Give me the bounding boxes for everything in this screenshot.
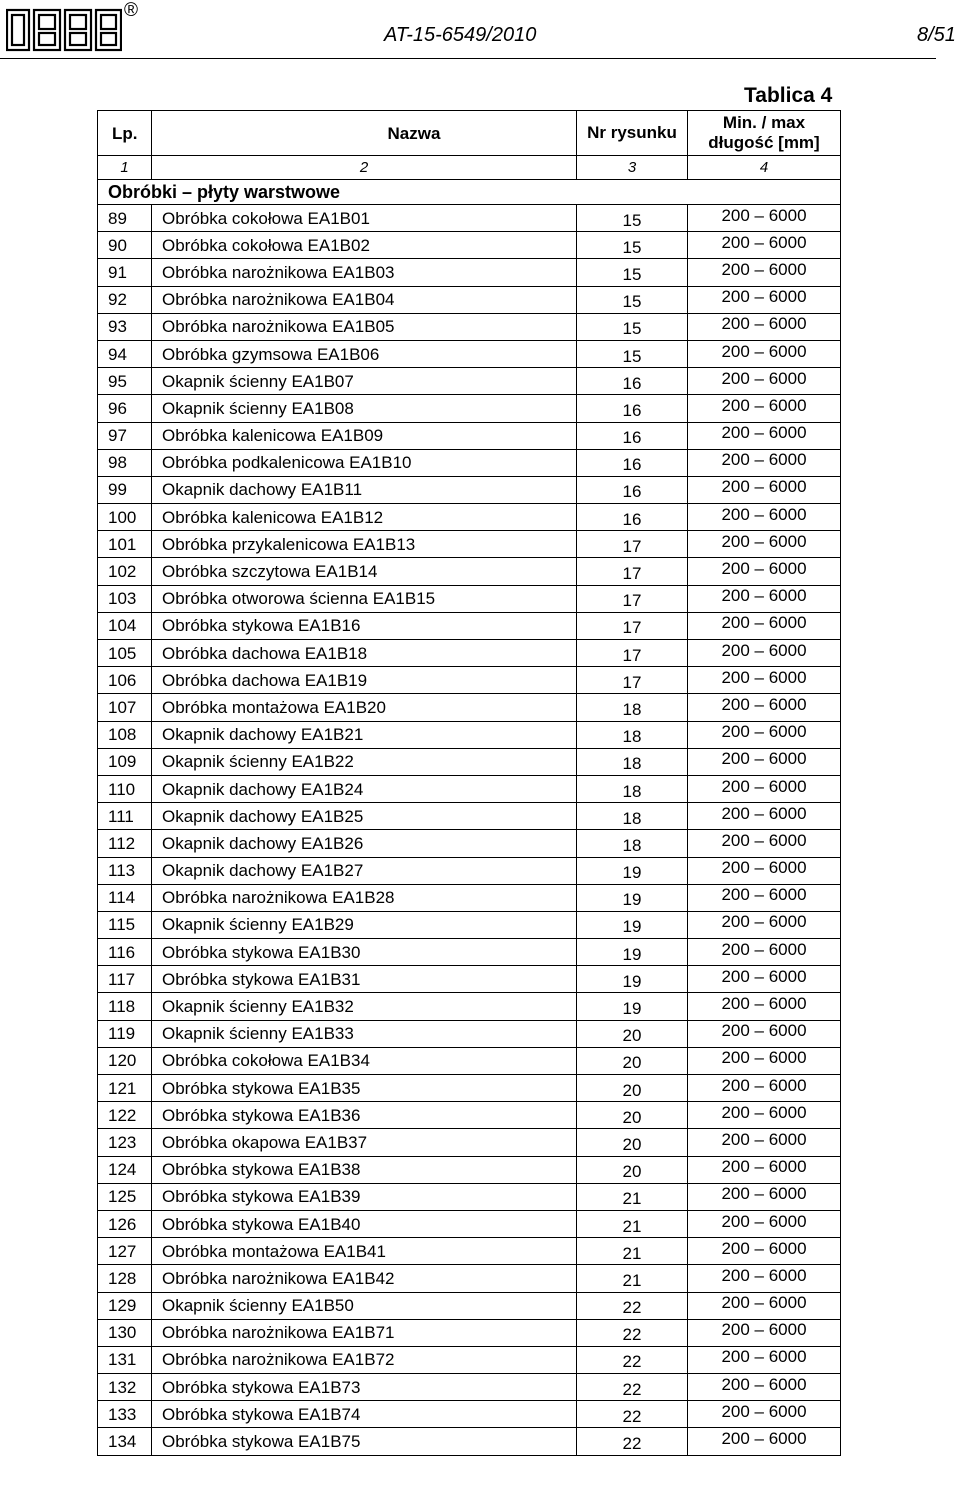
cell-name: Obróbka stykowa EA1B39 xyxy=(152,1183,577,1210)
cell-lp: 123 xyxy=(98,1129,152,1156)
cell-lp: 111 xyxy=(98,803,152,830)
cell-length: 200 – 6000 xyxy=(688,1262,841,1289)
cell-lp: 102 xyxy=(98,558,152,585)
cell-drawing-no: 19 xyxy=(577,941,688,968)
table-row xyxy=(98,911,841,938)
cell-name: Obróbka narożnikowa EA1B42 xyxy=(152,1265,577,1292)
table-row xyxy=(98,1374,841,1401)
cell-drawing-no: 16 xyxy=(577,451,688,478)
cell-length: 200 – 6000 xyxy=(688,990,841,1017)
cell-lp: 92 xyxy=(98,286,152,313)
cell-drawing-no: 17 xyxy=(577,669,688,696)
table-row xyxy=(98,1238,841,1265)
cell-name: Okapnik dachowy EA1B24 xyxy=(152,775,577,802)
cell-drawing-no: 18 xyxy=(577,696,688,723)
cell-drawing-no: 19 xyxy=(577,859,688,886)
cell-lp: 134 xyxy=(98,1428,152,1455)
table-row xyxy=(98,232,841,259)
table-row xyxy=(98,313,841,340)
cell-name: Obróbka stykowa EA1B73 xyxy=(152,1374,577,1401)
cell-lp: 124 xyxy=(98,1156,152,1183)
cell-drawing-no: 16 xyxy=(577,370,688,397)
cell-drawing-no: 18 xyxy=(577,777,688,804)
cell-length: 200 – 6000 xyxy=(688,1207,841,1234)
cell-length: 200 – 6000 xyxy=(688,637,841,664)
cell-length: 200 – 6000 xyxy=(688,528,841,555)
cell-drawing-no: 16 xyxy=(577,424,688,451)
cell-lp: 115 xyxy=(98,911,152,938)
cell-name: Okapnik ścienny EA1B07 xyxy=(152,368,577,395)
table-row xyxy=(98,857,841,884)
cell-name: Okapnik dachowy EA1B21 xyxy=(152,721,577,748)
cell-lp: 112 xyxy=(98,830,152,857)
column-header-drawing-no: Nr rysunku xyxy=(577,111,688,156)
cell-drawing-no: 22 xyxy=(577,1321,688,1348)
cell-length: 200 – 6000 xyxy=(688,365,841,392)
cell-name: Obróbka narożnikowa EA1B03 xyxy=(152,259,577,286)
cell-name: Obróbka kalenicowa EA1B09 xyxy=(152,422,577,449)
cell-name: Obróbka stykowa EA1B38 xyxy=(152,1156,577,1183)
table-row xyxy=(98,585,841,612)
cell-name: Obróbka stykowa EA1B36 xyxy=(152,1102,577,1129)
cell-lp: 114 xyxy=(98,884,152,911)
table-row xyxy=(98,1428,841,1455)
table-row xyxy=(98,667,841,694)
table-row xyxy=(98,640,841,667)
table-row xyxy=(98,1102,841,1129)
cell-lp: 99 xyxy=(98,476,152,503)
table-row xyxy=(98,1129,841,1156)
cell-drawing-no: 22 xyxy=(577,1348,688,1375)
cell-lp: 97 xyxy=(98,422,152,449)
cell-length: 200 – 6000 xyxy=(688,1289,841,1316)
table-row xyxy=(98,259,841,286)
cell-drawing-no: 22 xyxy=(577,1403,688,1430)
cell-drawing-no: 17 xyxy=(577,614,688,641)
document-code: AT-15-6549/2010 xyxy=(384,24,537,46)
cell-name: Okapnik ścienny EA1B50 xyxy=(152,1292,577,1319)
table-row xyxy=(98,449,841,476)
column-index-4: 4 xyxy=(688,156,841,180)
page-header xyxy=(0,0,960,62)
cell-length: 200 – 6000 xyxy=(688,1371,841,1398)
table-row xyxy=(98,694,841,721)
cell-length: 200 – 6000 xyxy=(688,772,841,799)
cell-lp: 108 xyxy=(98,721,152,748)
cell-lp: 122 xyxy=(98,1102,152,1129)
table-row xyxy=(98,1319,841,1346)
cell-name: Obróbka stykowa EA1B35 xyxy=(152,1075,577,1102)
cell-lp: 125 xyxy=(98,1183,152,1210)
cell-lp: 129 xyxy=(98,1292,152,1319)
cell-lp: 120 xyxy=(98,1047,152,1074)
cell-drawing-no: 15 xyxy=(577,288,688,315)
cell-length: 200 – 6000 xyxy=(688,1017,841,1044)
cell-name: Obróbka cokołowa EA1B01 xyxy=(152,205,577,232)
table-row xyxy=(98,1047,841,1074)
cell-lp: 96 xyxy=(98,395,152,422)
cell-drawing-no: 18 xyxy=(577,832,688,859)
cell-lp: 105 xyxy=(98,640,152,667)
table-row xyxy=(98,504,841,531)
cell-length: 200 – 6000 xyxy=(688,1126,841,1153)
cell-length: 200 – 6000 xyxy=(688,229,841,256)
table-row xyxy=(98,558,841,585)
cell-drawing-no: 20 xyxy=(577,1158,688,1185)
cell-lp: 119 xyxy=(98,1020,152,1047)
cell-length: 200 – 6000 xyxy=(688,609,841,636)
cell-name: Obróbka podkalenicowa EA1B10 xyxy=(152,449,577,476)
cell-lp: 93 xyxy=(98,313,152,340)
cell-name: Okapnik ścienny EA1B22 xyxy=(152,748,577,775)
cell-lp: 133 xyxy=(98,1401,152,1428)
cell-drawing-no: 17 xyxy=(577,533,688,560)
cell-name: Okapnik dachowy EA1B26 xyxy=(152,830,577,857)
cell-length: 200 – 6000 xyxy=(688,202,841,229)
cell-lp: 132 xyxy=(98,1374,152,1401)
cell-drawing-no: 21 xyxy=(577,1185,688,1212)
cell-length: 200 – 6000 xyxy=(688,473,841,500)
table-row xyxy=(98,476,841,503)
cell-length: 200 – 6000 xyxy=(688,501,841,528)
table-row xyxy=(98,368,841,395)
table-header-row xyxy=(98,111,841,156)
cell-name: Obróbka narożnikowa EA1B28 xyxy=(152,884,577,911)
cell-drawing-no: 20 xyxy=(577,1022,688,1049)
cell-name: Obróbka cokołowa EA1B34 xyxy=(152,1047,577,1074)
cell-drawing-no: 15 xyxy=(577,234,688,261)
cell-length: 200 – 6000 xyxy=(688,1072,841,1099)
cell-length: 200 – 6000 xyxy=(688,337,841,364)
table-row xyxy=(98,612,841,639)
cell-length: 200 – 6000 xyxy=(688,283,841,310)
cell-name: Okapnik dachowy EA1B11 xyxy=(152,476,577,503)
cell-name: Obróbka stykowa EA1B75 xyxy=(152,1428,577,1455)
header-divider xyxy=(0,58,936,59)
table-row xyxy=(98,966,841,993)
cell-drawing-no: 21 xyxy=(577,1240,688,1267)
cell-drawing-no: 20 xyxy=(577,1131,688,1158)
cell-length: 200 – 6000 xyxy=(688,1425,841,1452)
cell-length: 200 – 6000 xyxy=(688,963,841,990)
cell-name: Obróbka stykowa EA1B31 xyxy=(152,966,577,993)
cell-drawing-no: 16 xyxy=(577,397,688,424)
cell-name: Obróbka otworowa ścienna EA1B15 xyxy=(152,585,577,612)
cell-name: Obróbka kalenicowa EA1B12 xyxy=(152,504,577,531)
table-row xyxy=(98,340,841,367)
cell-name: Obróbka montażowa EA1B41 xyxy=(152,1238,577,1265)
cell-drawing-no: 16 xyxy=(577,506,688,533)
cell-name: Obróbka cokołowa EA1B02 xyxy=(152,232,577,259)
cell-drawing-no: 20 xyxy=(577,1077,688,1104)
cell-lp: 101 xyxy=(98,531,152,558)
column-index-1: 1 xyxy=(98,156,152,180)
cell-name: Obróbka dachowa EA1B19 xyxy=(152,667,577,694)
table-row xyxy=(98,721,841,748)
cell-drawing-no: 22 xyxy=(577,1294,688,1321)
cell-drawing-no: 19 xyxy=(577,913,688,940)
cell-lp: 118 xyxy=(98,993,152,1020)
cell-name: Obróbka montażowa EA1B20 xyxy=(152,694,577,721)
table-row xyxy=(98,1075,841,1102)
cell-drawing-no: 21 xyxy=(577,1212,688,1239)
cell-drawing-no: 16 xyxy=(577,478,688,505)
cell-lp: 113 xyxy=(98,857,152,884)
table-row xyxy=(98,1183,841,1210)
table-row xyxy=(98,803,841,830)
cell-name: Obróbka narożnikowa EA1B05 xyxy=(152,313,577,340)
cell-length: 200 – 6000 xyxy=(688,392,841,419)
cell-lp: 109 xyxy=(98,748,152,775)
table-row xyxy=(98,205,841,232)
cell-drawing-no: 15 xyxy=(577,315,688,342)
cell-length: 200 – 6000 xyxy=(688,881,841,908)
cell-name: Obróbka narożnikowa EA1B72 xyxy=(152,1346,577,1373)
table-row xyxy=(98,1265,841,1292)
column-index-2: 2 xyxy=(152,156,577,180)
cell-lp: 128 xyxy=(98,1265,152,1292)
cell-lp: 94 xyxy=(98,340,152,367)
cell-lp: 89 xyxy=(98,205,152,232)
cell-drawing-no: 17 xyxy=(577,560,688,587)
cell-name: Obróbka narożnikowa EA1B71 xyxy=(152,1319,577,1346)
page-number: 8/51 xyxy=(917,24,956,46)
cell-drawing-no: 20 xyxy=(577,1049,688,1076)
cell-length: 200 – 6000 xyxy=(688,691,841,718)
cell-length: 200 – 6000 xyxy=(688,800,841,827)
flashings-table xyxy=(97,110,841,1456)
table-row xyxy=(98,748,841,775)
cell-length: 200 – 6000 xyxy=(688,310,841,337)
cell-length: 200 – 6000 xyxy=(688,1153,841,1180)
cell-length: 200 – 6000 xyxy=(688,827,841,854)
cell-drawing-no: 21 xyxy=(577,1267,688,1294)
cell-length: 200 – 6000 xyxy=(688,1044,841,1071)
cell-length: 200 – 6000 xyxy=(688,1180,841,1207)
cell-drawing-no: 18 xyxy=(577,750,688,777)
registered-mark: ® xyxy=(124,0,138,21)
column-header-name: Nazwa xyxy=(152,111,577,156)
cell-lp: 91 xyxy=(98,259,152,286)
cell-name: Okapnik ścienny EA1B08 xyxy=(152,395,577,422)
itb-logo-icon xyxy=(6,8,122,52)
cell-length: 200 – 6000 xyxy=(688,1343,841,1370)
cell-lp: 106 xyxy=(98,667,152,694)
table-row xyxy=(98,1346,841,1373)
table-row xyxy=(98,1401,841,1428)
cell-drawing-no: 22 xyxy=(577,1430,688,1457)
cell-drawing-no: 15 xyxy=(577,342,688,369)
cell-name: Obróbka narożnikowa EA1B04 xyxy=(152,286,577,313)
cell-length: 200 – 6000 xyxy=(688,745,841,772)
cell-length: 200 – 6000 xyxy=(688,664,841,691)
cell-length: 200 – 6000 xyxy=(688,1235,841,1262)
cell-lp: 130 xyxy=(98,1319,152,1346)
table-row xyxy=(98,830,841,857)
column-header-length: Min. / max długość [mm] xyxy=(688,111,841,156)
cell-drawing-no: 17 xyxy=(577,642,688,669)
cell-name: Okapnik dachowy EA1B27 xyxy=(152,857,577,884)
cell-name: Obróbka dachowa EA1B18 xyxy=(152,640,577,667)
table-row xyxy=(98,939,841,966)
cell-name: Obróbka szczytowa EA1B14 xyxy=(152,558,577,585)
cell-lp: 100 xyxy=(98,504,152,531)
cell-lp: 95 xyxy=(98,368,152,395)
cell-length: 200 – 6000 xyxy=(688,854,841,881)
cell-lp: 98 xyxy=(98,449,152,476)
cell-length: 200 – 6000 xyxy=(688,1398,841,1425)
cell-name: Obróbka okapowa EA1B37 xyxy=(152,1129,577,1156)
cell-lp: 110 xyxy=(98,775,152,802)
cell-drawing-no: 18 xyxy=(577,805,688,832)
cell-name: Obróbka stykowa EA1B30 xyxy=(152,939,577,966)
cell-length: 200 – 6000 xyxy=(688,555,841,582)
column-index-3: 3 xyxy=(577,156,688,180)
cell-name: Obróbka gzymsowa EA1B06 xyxy=(152,340,577,367)
cell-drawing-no: 19 xyxy=(577,995,688,1022)
cell-drawing-no: 15 xyxy=(577,261,688,288)
cell-length: 200 – 6000 xyxy=(688,256,841,283)
cell-drawing-no: 22 xyxy=(577,1376,688,1403)
cell-lp: 127 xyxy=(98,1238,152,1265)
cell-lp: 103 xyxy=(98,585,152,612)
cell-lp: 90 xyxy=(98,232,152,259)
cell-length: 200 – 6000 xyxy=(688,936,841,963)
table-title: Tablica 4 xyxy=(744,84,833,107)
cell-length: 200 – 6000 xyxy=(688,419,841,446)
cell-drawing-no: 19 xyxy=(577,968,688,995)
cell-drawing-no: 17 xyxy=(577,587,688,614)
cell-drawing-no: 20 xyxy=(577,1104,688,1131)
cell-drawing-no: 18 xyxy=(577,723,688,750)
table-row xyxy=(98,395,841,422)
table-row xyxy=(98,993,841,1020)
cell-lp: 131 xyxy=(98,1346,152,1373)
cell-lp: 104 xyxy=(98,612,152,639)
table-row xyxy=(98,531,841,558)
table-row xyxy=(98,286,841,313)
cell-name: Okapnik ścienny EA1B33 xyxy=(152,1020,577,1047)
cell-name: Okapnik ścienny EA1B29 xyxy=(152,911,577,938)
cell-length: 200 – 6000 xyxy=(688,446,841,473)
cell-name: Obróbka stykowa EA1B16 xyxy=(152,612,577,639)
cell-lp: 107 xyxy=(98,694,152,721)
cell-lp: 117 xyxy=(98,966,152,993)
cell-length: 200 – 6000 xyxy=(688,718,841,745)
cell-length: 200 – 6000 xyxy=(688,1316,841,1343)
column-index-row xyxy=(98,156,841,180)
cell-name: Obróbka stykowa EA1B74 xyxy=(152,1401,577,1428)
section-title: Obróbki – płyty warstwowe xyxy=(98,180,841,205)
table-row xyxy=(98,422,841,449)
table-row xyxy=(98,1292,841,1319)
cell-name: Okapnik dachowy EA1B25 xyxy=(152,803,577,830)
cell-length: 200 – 6000 xyxy=(688,582,841,609)
cell-drawing-no: 15 xyxy=(577,207,688,234)
table-row xyxy=(98,1156,841,1183)
cell-length: 200 – 6000 xyxy=(688,908,841,935)
cell-lp: 121 xyxy=(98,1075,152,1102)
cell-lp: 126 xyxy=(98,1210,152,1237)
table-row xyxy=(98,775,841,802)
table-row xyxy=(98,1210,841,1237)
cell-name: Okapnik ścienny EA1B32 xyxy=(152,993,577,1020)
table-row xyxy=(98,884,841,911)
cell-drawing-no: 19 xyxy=(577,886,688,913)
cell-name: Obróbka przykalenicowa EA1B13 xyxy=(152,531,577,558)
column-header-lp: Lp. xyxy=(98,111,152,156)
cell-lp: 116 xyxy=(98,939,152,966)
cell-name: Obróbka stykowa EA1B40 xyxy=(152,1210,577,1237)
cell-length: 200 – 6000 xyxy=(688,1099,841,1126)
table-row xyxy=(98,1020,841,1047)
